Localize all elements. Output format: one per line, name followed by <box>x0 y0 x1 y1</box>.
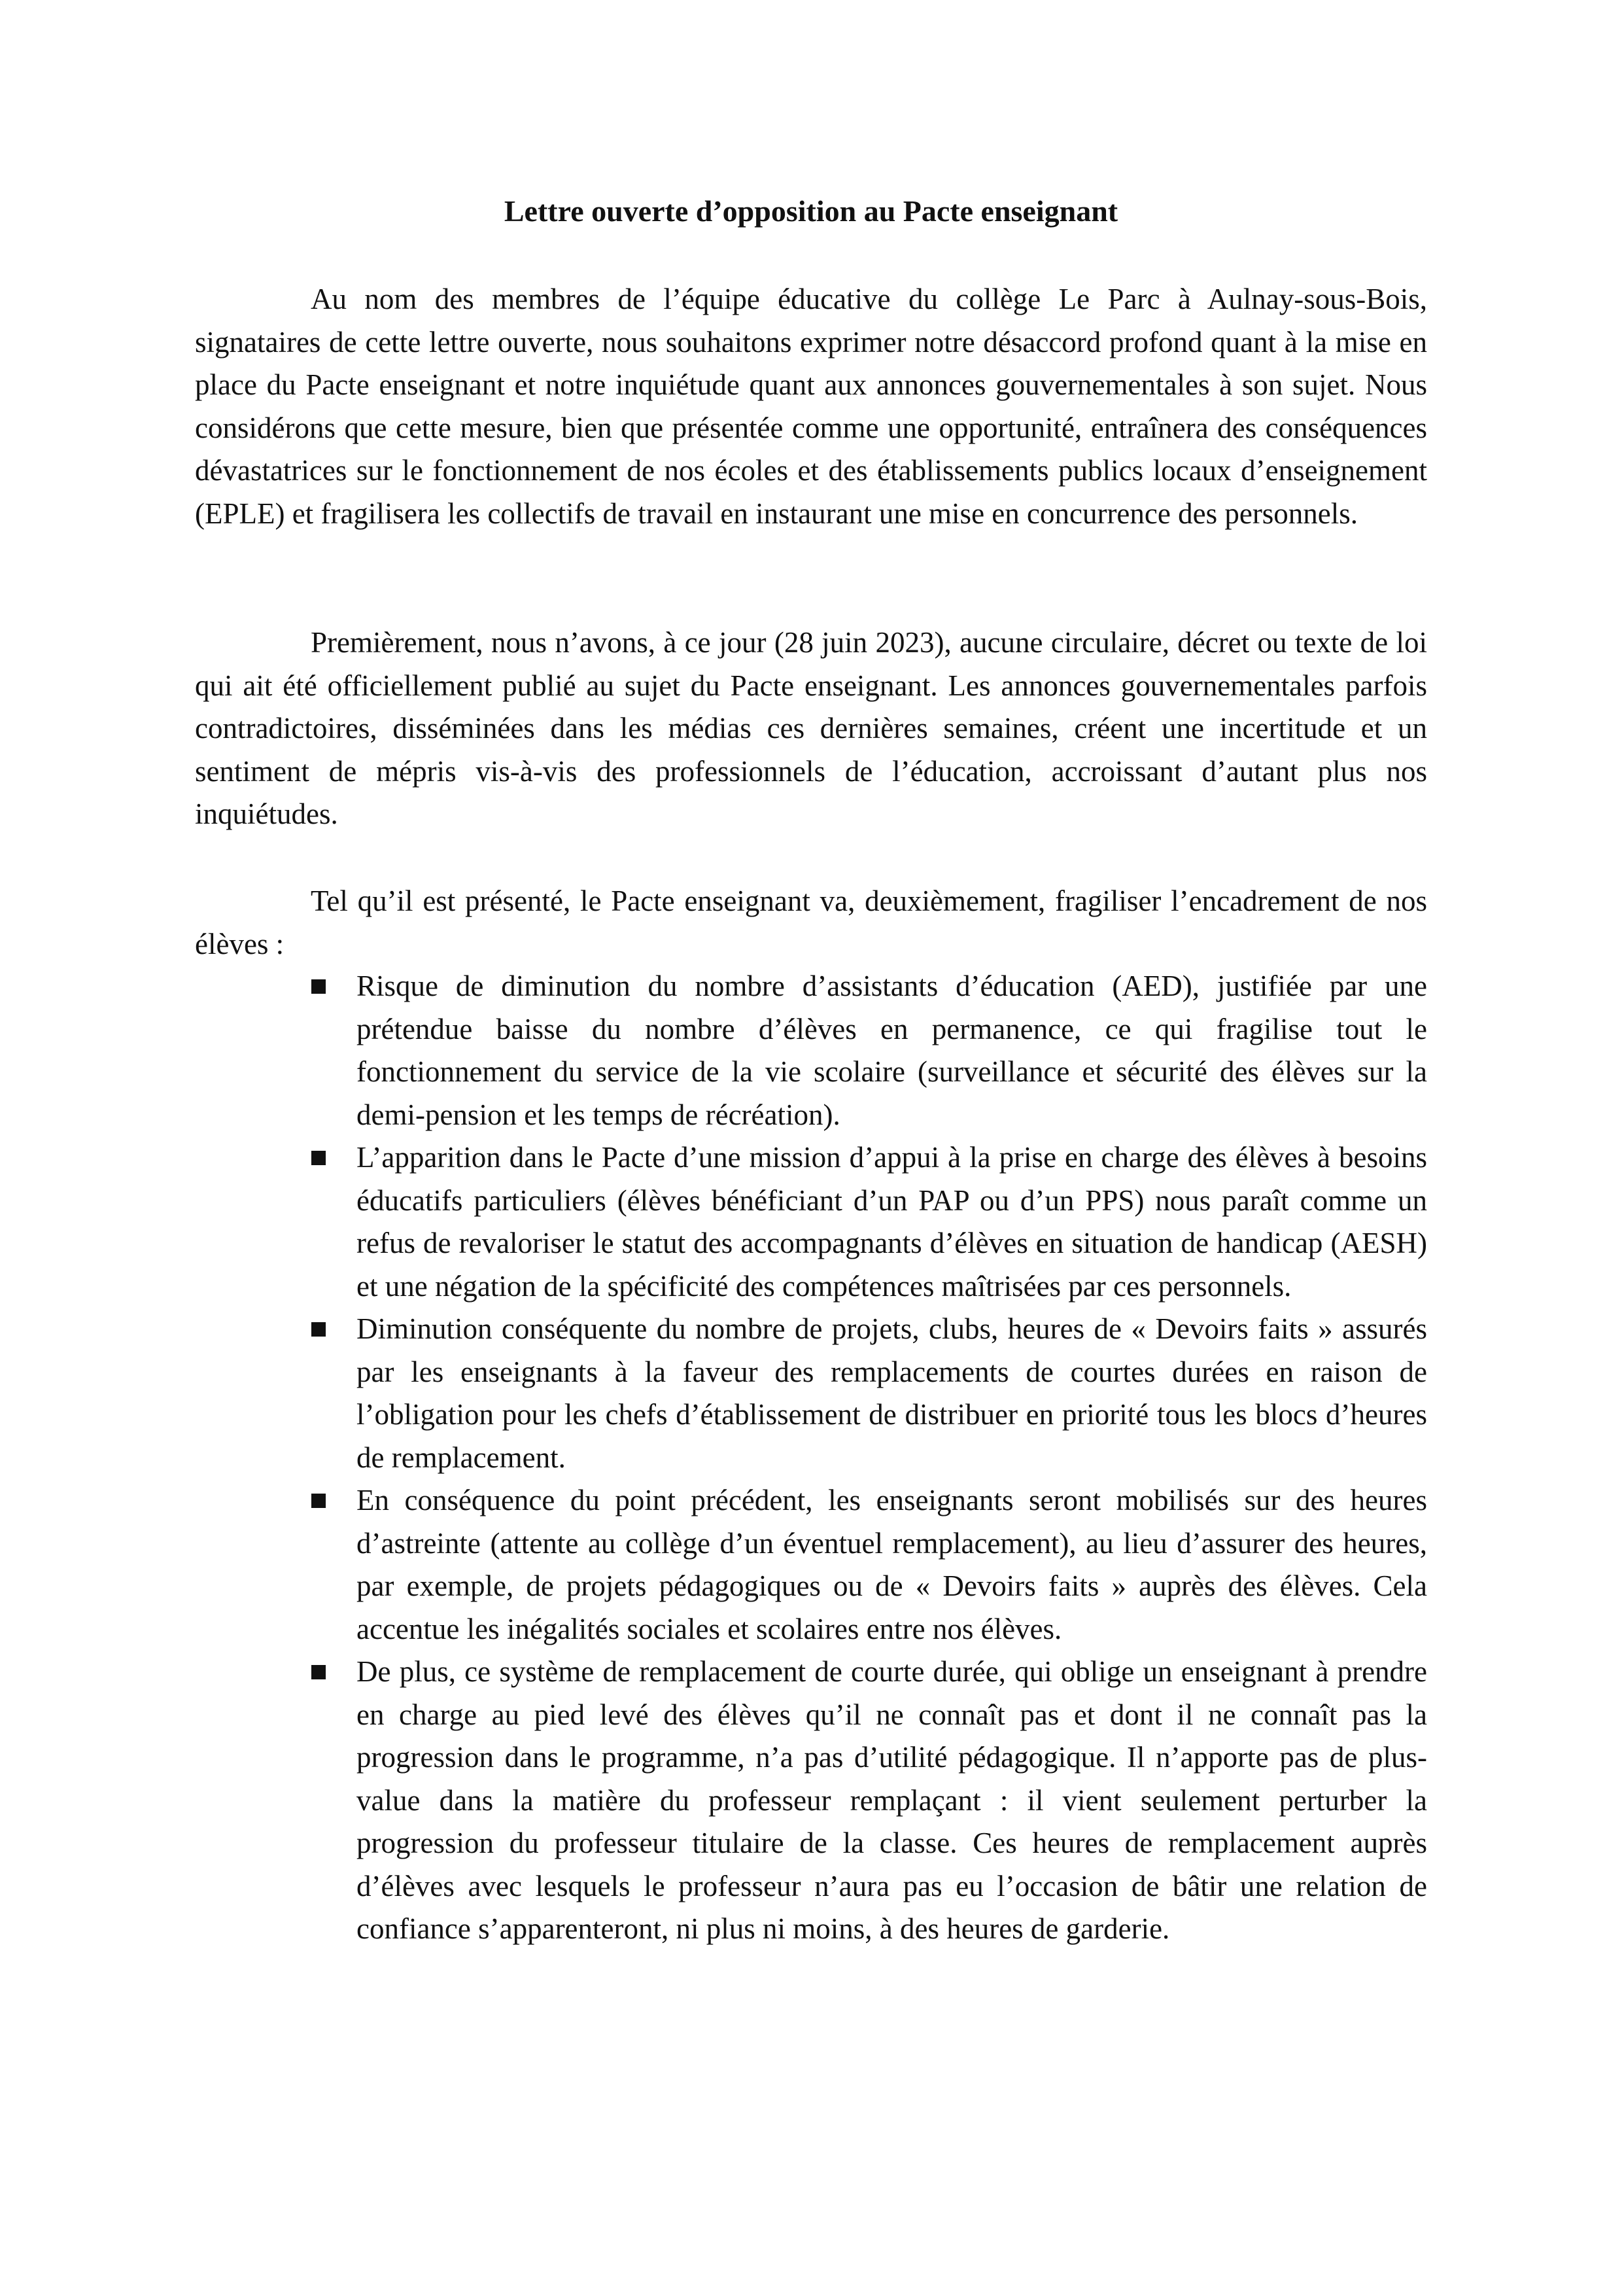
square-bullet-icon <box>311 1494 326 1508</box>
list-item <box>195 1136 1427 1308</box>
paragraph-first-point: Premièrement, nous n’avons, à ce jour (28 juin 2023), aucune circulaire, décret ou texte de loi qui ait été officiellement publié au sujet du Pacte enseignant. Les annonces gouvernementales parfois contradictoires, disséminées dans les médias ces dernières semaines, créent une incertitude et un sentiment de mépris vis-à-vis des professionnels de l’éducation, accroissant d’autant plus nos inquiétudes. <box>195 626 1427 830</box>
list-item-text: Risque de diminution du nombre d’assistants d’éducation (AED), justifiée par une prétendue baisse du nombre d’élèves en permanence, ce qui fragilise tout le fonctionnement du service de la vie scolaire (surveillance et sécurité des élèves sur la demi-pension et les temps de récréation). <box>356 970 1427 1131</box>
square-bullet-icon <box>311 979 326 994</box>
list-item-text: En conséquence du point précédent, les enseignants seront mobilisés sur des heures d’astreinte (attente au collège d’un éventuel remplacement), au lieu d’assurer des heures, par exemple, de projets pédagogiques ou de « Devoirs faits » auprès des élèves. Cela accentue les inégalités sociales et scolaires entre nos élèves. <box>356 1484 1427 1645</box>
list-item <box>195 1479 1427 1651</box>
list-item <box>195 1308 1427 1479</box>
list-item <box>195 1651 1427 1951</box>
paragraph-second-point: Tel qu’il est présenté, le Pacte enseignant va, deuxièmement, fragiliser l’encadrement de nos élèves : <box>195 885 1427 960</box>
list-item-text: L’apparition dans le Pacte d’une mission d’appui à la prise en charge des élèves à besoins éducatifs particuliers (élèves bénéficiant d’un PAP ou d’un PPS) nous paraît comme un refus de revaloriser le statut des accompagnants d’élèves en situation de handicap (AESH) et une négation de la spécificité des compétences maîtrisées par ces personnels. <box>356 1141 1427 1303</box>
concerns-list <box>195 965 1427 1951</box>
square-bullet-icon <box>311 1151 326 1165</box>
list-item-text: De plus, ce système de remplacement de courte durée, qui oblige un enseignant à prendre en charge au pied levé des élèves qu’il ne connaît pas et dont il ne connaît pas la progression dans le programme, n’a pas d’utilité pédagogique. Il n’apporte pas de plus-value dans la matière du professeur remplaçant : il vient seulement perturber la progression du professeur titulaire de la classe. Ces heures de remplacement auprès d’élèves avec lesquels le professeur n’aura pas eu l’occasion de bâtir une relation de confiance s’apparenteront, ni plus ni moins, à des heures de garderie. <box>356 1655 1427 1945</box>
square-bullet-icon <box>311 1665 326 1679</box>
square-bullet-icon <box>311 1322 326 1337</box>
list-item-text: Diminution conséquente du nombre de projets, clubs, heures de « Devoirs faits » assurés par les enseignants à la faveur des remplacements de courtes durées en raison de l’obligation pour les chefs d’établissement de distribuer en priorité tous les blocs d’heures de remplacement. <box>356 1312 1427 1474</box>
list-item <box>195 965 1427 1136</box>
letter-title: Lettre ouverte d’opposition au Pacte enseignant <box>504 194 1118 228</box>
paragraph-introduction: Au nom des membres de l’équipe éducative du collège Le Parc à Aulnay-sous-Bois, signataires de cette lettre ouverte, nous souhaitons exprimer notre désaccord profond quant à la mise en place du Pacte enseignant et notre inquiétude quant aux annonces gouvernementales à son sujet. Nous considérons que cette mesure, bien que présentée comme une opportunité, entraînera des conséquences dévastatrices sur le fonctionnement de nos écoles et des établissements publics locaux d’enseignement (EPLE) et fragilisera les collectifs de travail en instaurant une mise en concurrence des personnels. <box>195 283 1427 530</box>
